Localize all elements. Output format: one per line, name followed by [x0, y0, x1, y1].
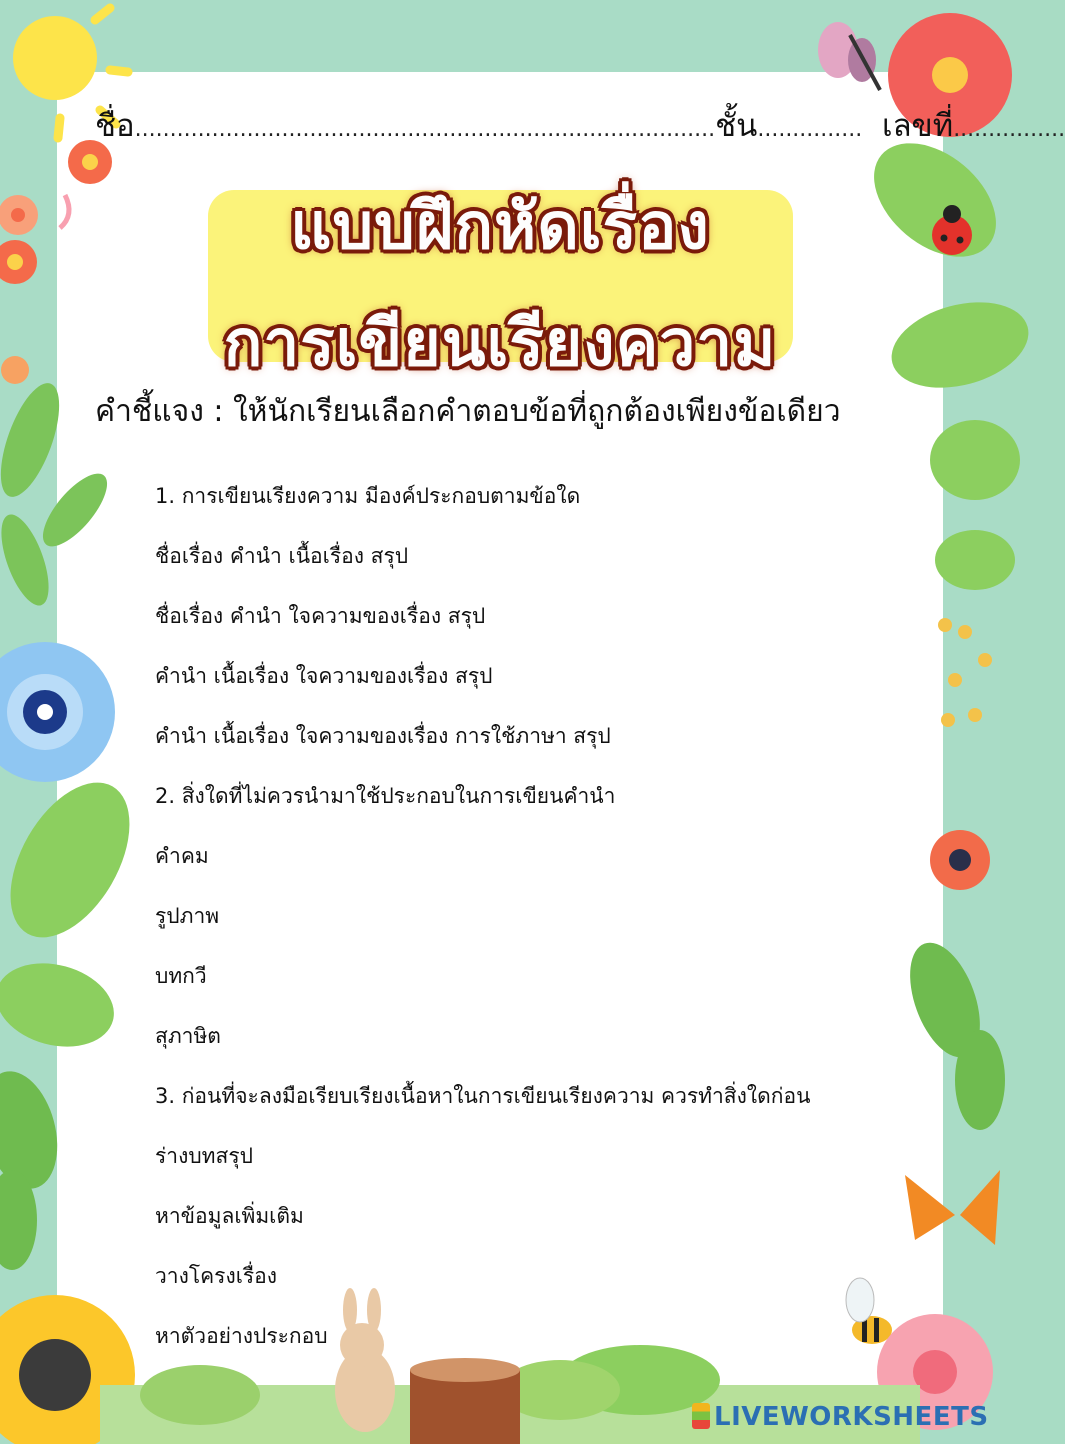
- question-1: 1. การเขียนเรียงความ มีองค์ประกอบตามข้อใด: [155, 484, 581, 508]
- leaf-icon: [0, 376, 154, 1270]
- name-field[interactable]: ...................................................................................: [134, 117, 716, 142]
- q1-choice-a[interactable]: ชื่อเรื่อง คำนำ เนื้อเรื่อง สรุป: [155, 544, 409, 568]
- orange-butterfly-icon: [905, 1170, 1000, 1245]
- butterfly-icon: [818, 22, 880, 90]
- worksheet-title-line-2: การเขียนเรียงความ: [223, 307, 777, 381]
- question-2: 2. สิ่งใดที่ไม่ควรนำมาใช้ประกอบในการเขียนคำนำ: [155, 784, 616, 808]
- number-label: เลขที่: [881, 108, 954, 144]
- q2-choice-a[interactable]: คำคม: [155, 844, 209, 868]
- question-list: [155, 476, 855, 1376]
- q1-choice-c[interactable]: คำนำ เนื้อเรื่อง ใจความของเรื่อง สรุป: [155, 664, 493, 688]
- question-3: 3. ก่อนที่จะลงมือเรียบเรียงเนื้อหาในการเขียนเรียงความ ควรทำสิ่งใดก่อน: [155, 1084, 811, 1108]
- berry-branch-icon: [938, 618, 992, 727]
- class-field[interactable]: ...............: [757, 117, 863, 142]
- student-info-line: [95, 100, 1065, 150]
- blue-flower-icon: [0, 642, 115, 782]
- q3-choice-b[interactable]: หาข้อมูลเพิ่มเติม: [155, 1204, 304, 1228]
- brand-text: LIVEWORKSHEETS: [714, 1402, 989, 1432]
- q2-choice-b[interactable]: รูปภาพ: [155, 904, 220, 928]
- instructions: คำชี้แจง : ให้นักเรียนเลือกคำตอบข้อที่ถูกต้องเพียงข้อเดียว: [95, 394, 841, 429]
- q3-choice-d[interactable]: หาตัวอย่างประกอบ: [155, 1324, 328, 1348]
- number-field[interactable]: ................: [953, 117, 1065, 142]
- poppy-icon: [930, 830, 990, 890]
- q2-choice-c[interactable]: บทกวี: [155, 964, 207, 988]
- name-label: ชื่อ: [95, 108, 135, 144]
- q2-choice-d[interactable]: สุภาษิต: [155, 1024, 221, 1048]
- q1-choice-b[interactable]: ชื่อเรื่อง คำนำ ใจความของเรื่อง สรุป: [155, 604, 486, 628]
- q1-choice-d[interactable]: คำนำ เนื้อเรื่อง ใจความของเรื่อง การใช้ภาษา สรุป: [155, 724, 611, 748]
- class-label: ชั้น: [715, 108, 758, 144]
- q3-choice-c[interactable]: วางโครงเรื่อง: [155, 1264, 278, 1288]
- liveworksheets-brand[interactable]: [692, 1402, 992, 1438]
- worksheet-title-line-1: แบบฝึกหัดเรื่อง: [290, 190, 710, 264]
- flower-icon: [0, 140, 112, 384]
- q3-choice-a[interactable]: ร่างบทสรุป: [155, 1144, 253, 1168]
- liveworksheets-logo-icon: [692, 1403, 710, 1429]
